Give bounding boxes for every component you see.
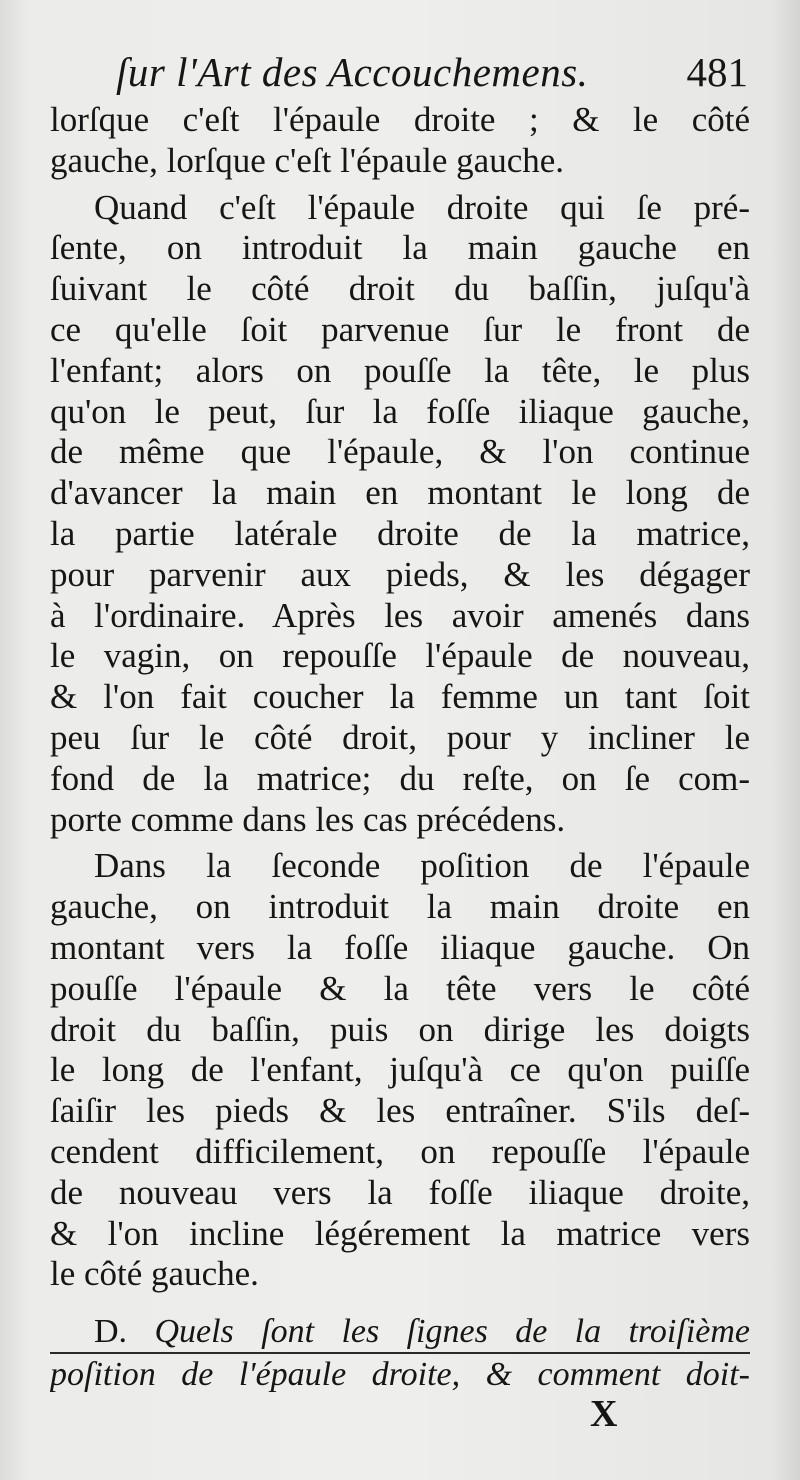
paragraph-continuation [50, 100, 750, 182]
signature-mark: X [590, 1393, 619, 1435]
paragraph-left-shoulder [50, 846, 750, 1295]
text-line: peu ſur le côté droit, pour y incliner le [50, 717, 750, 757]
paragraph-right-shoulder [50, 188, 750, 841]
text-line: montant vers la foſſe iliaque gauche. On [50, 927, 750, 967]
text-line: ſaiſir les pieds & les entraîner. S'ils deſ- [50, 1091, 750, 1131]
text-line: cendent difficilement, on repouſſe l'épaule [50, 1131, 750, 1171]
question-line: poſition de l'épaule droite, & comment doit- [50, 1356, 750, 1393]
text-line: le côté gauche. [50, 1254, 259, 1294]
question-label: D. [94, 1313, 128, 1350]
text-line: l'enfant; alors on pouſſe la tête, le plus [50, 350, 750, 390]
text-line: Quand c'eſt l'épaule droite qui ſe pré- [94, 187, 750, 227]
text-line: gauche, on introduit la main droite en [50, 887, 750, 927]
text-line: pour parvenir aux pieds, & les dégager [50, 554, 750, 594]
text-line: d'avancer la main en montant le long de [50, 473, 750, 513]
text-line: de même que l'épaule, & l'on continue [50, 432, 750, 472]
text-line: ce qu'elle ſoit parvenue ſur le front de [50, 309, 750, 349]
question-text: Quels ſont les ſignes de la troiſième [154, 1313, 750, 1350]
question-line [50, 1310, 750, 1353]
text-line: & l'on fait coucher la femme un tant ſoit [50, 677, 750, 717]
text-line: à l'ordinaire. Après les avoir amenés dans [50, 595, 750, 635]
text-line: le vagin, on repouſſe l'épaule de nouveau, [50, 636, 750, 676]
text-line: lorſque c'eſt l'épaule droite ; & le côté [50, 100, 750, 139]
page-body [50, 100, 750, 1295]
text-line: qu'on le peut, ſur la foſſe iliaque gauche, [50, 391, 750, 431]
text-line: porte comme dans les cas précédens. [50, 799, 566, 839]
text-line: le long de l'enfant, juſqu'à ce qu'on puiſſe [50, 1050, 750, 1090]
running-title: ſur l'Art des Accouchemens. [116, 49, 589, 95]
text-line: la partie latérale droite de la matrice, [50, 513, 750, 553]
text-line: ſuivant le côté droit du baſſin, juſqu'à [50, 269, 750, 309]
text-line: pouſſe l'épaule & la tête vers le côté [50, 968, 750, 1008]
text-line: gauche, lorſque c'eſt l'épaule gauche. [50, 140, 565, 180]
text-line: & l'on incline légérement la matrice vers [50, 1213, 750, 1253]
page-number: 481 [686, 49, 748, 95]
page-header [50, 48, 750, 100]
text-line: fond de la matrice; du reſte, on ſe com- [50, 758, 750, 798]
divider-rule [50, 1352, 750, 1354]
text-line: Dans la ſeconde poſition de l'épaule [94, 846, 750, 886]
text-line: de nouveau vers la foſſe iliaque droite, [50, 1172, 750, 1212]
text-line: ſente, on introduit la main gauche en [50, 228, 750, 268]
text-line: droit du baſſin, puis on dirige les doigts [50, 1009, 750, 1049]
